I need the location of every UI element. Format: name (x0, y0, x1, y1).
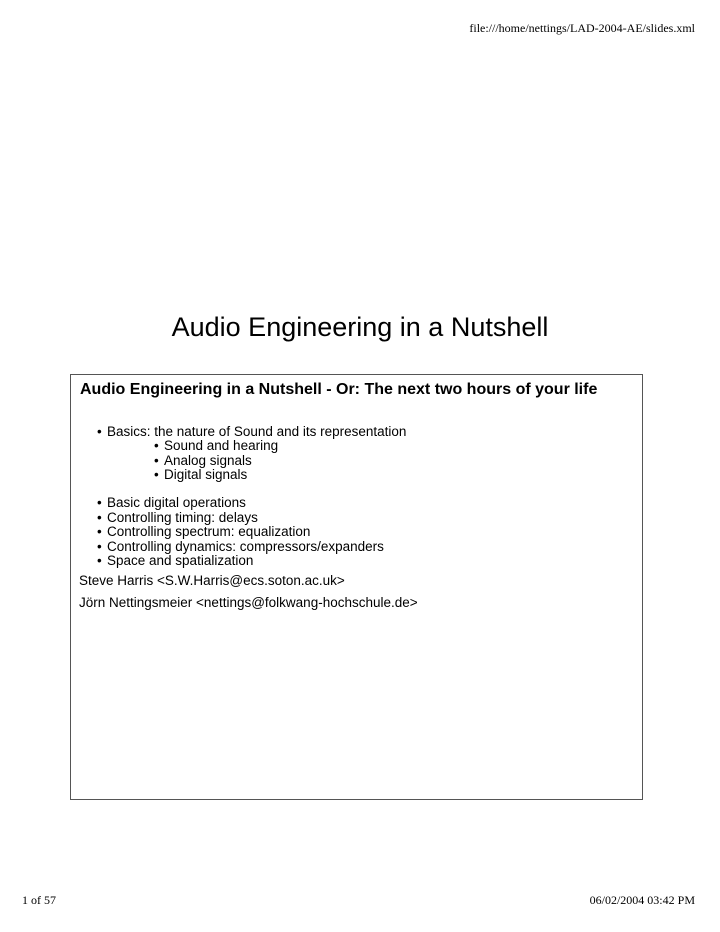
list-item-label: Basic digital operations (107, 495, 246, 510)
slide-content-box (70, 374, 643, 800)
list-item (97, 525, 384, 540)
bullet-icon: • (154, 452, 159, 468)
list-item (154, 454, 278, 469)
author-steve-harris: Steve Harris <S.W.Harris@ecs.soton.ac.uk> (79, 573, 345, 588)
subtopic-list (154, 439, 278, 483)
list-item-label: Digital signals (164, 467, 248, 482)
bullet-icon: • (97, 538, 102, 554)
list-item-label: Basics: the nature of Sound and its representation (107, 424, 407, 439)
list-item (97, 496, 384, 511)
list-item (97, 540, 384, 555)
topic-list-main (97, 496, 384, 569)
page-counter: 1 of 57 (22, 893, 56, 907)
slide-title: Audio Engineering in a Nutshell (171, 312, 549, 342)
bullet-icon: • (97, 524, 102, 539)
bullet-icon: • (97, 553, 102, 568)
list-item-label: Controlling spectrum: equalization (107, 524, 311, 539)
bullet-icon: • (154, 467, 159, 482)
list-item (97, 554, 384, 569)
list-item-label: Controlling timing: delays (107, 509, 258, 525)
list-item-label: Space and spatialization (107, 553, 254, 568)
box-heading: Audio Engineering in a Nutshell - Or: The next two hours of your life (80, 381, 598, 398)
list-item (154, 439, 278, 454)
bullet-icon: • (97, 495, 102, 510)
print-datetime: 06/02/2004 03:42 PM (589, 893, 695, 907)
list-item-label: Controlling dynamics: compressors/expanders (107, 538, 384, 554)
author-jorn-nettingsmeier: Jörn Nettingsmeier <nettings@folkwang-hochschule.de> (79, 595, 418, 610)
bullet-icon: • (97, 509, 102, 525)
list-item-label: Analog signals (164, 452, 252, 468)
bullet-icon: • (154, 438, 159, 453)
bullet-icon: • (97, 424, 102, 439)
list-item (97, 511, 384, 526)
list-item (154, 468, 278, 483)
file-url: file:///home/nettings/LAD-2004-AE/slides.xml (469, 21, 695, 35)
list-item-label: Sound and hearing (164, 438, 279, 453)
